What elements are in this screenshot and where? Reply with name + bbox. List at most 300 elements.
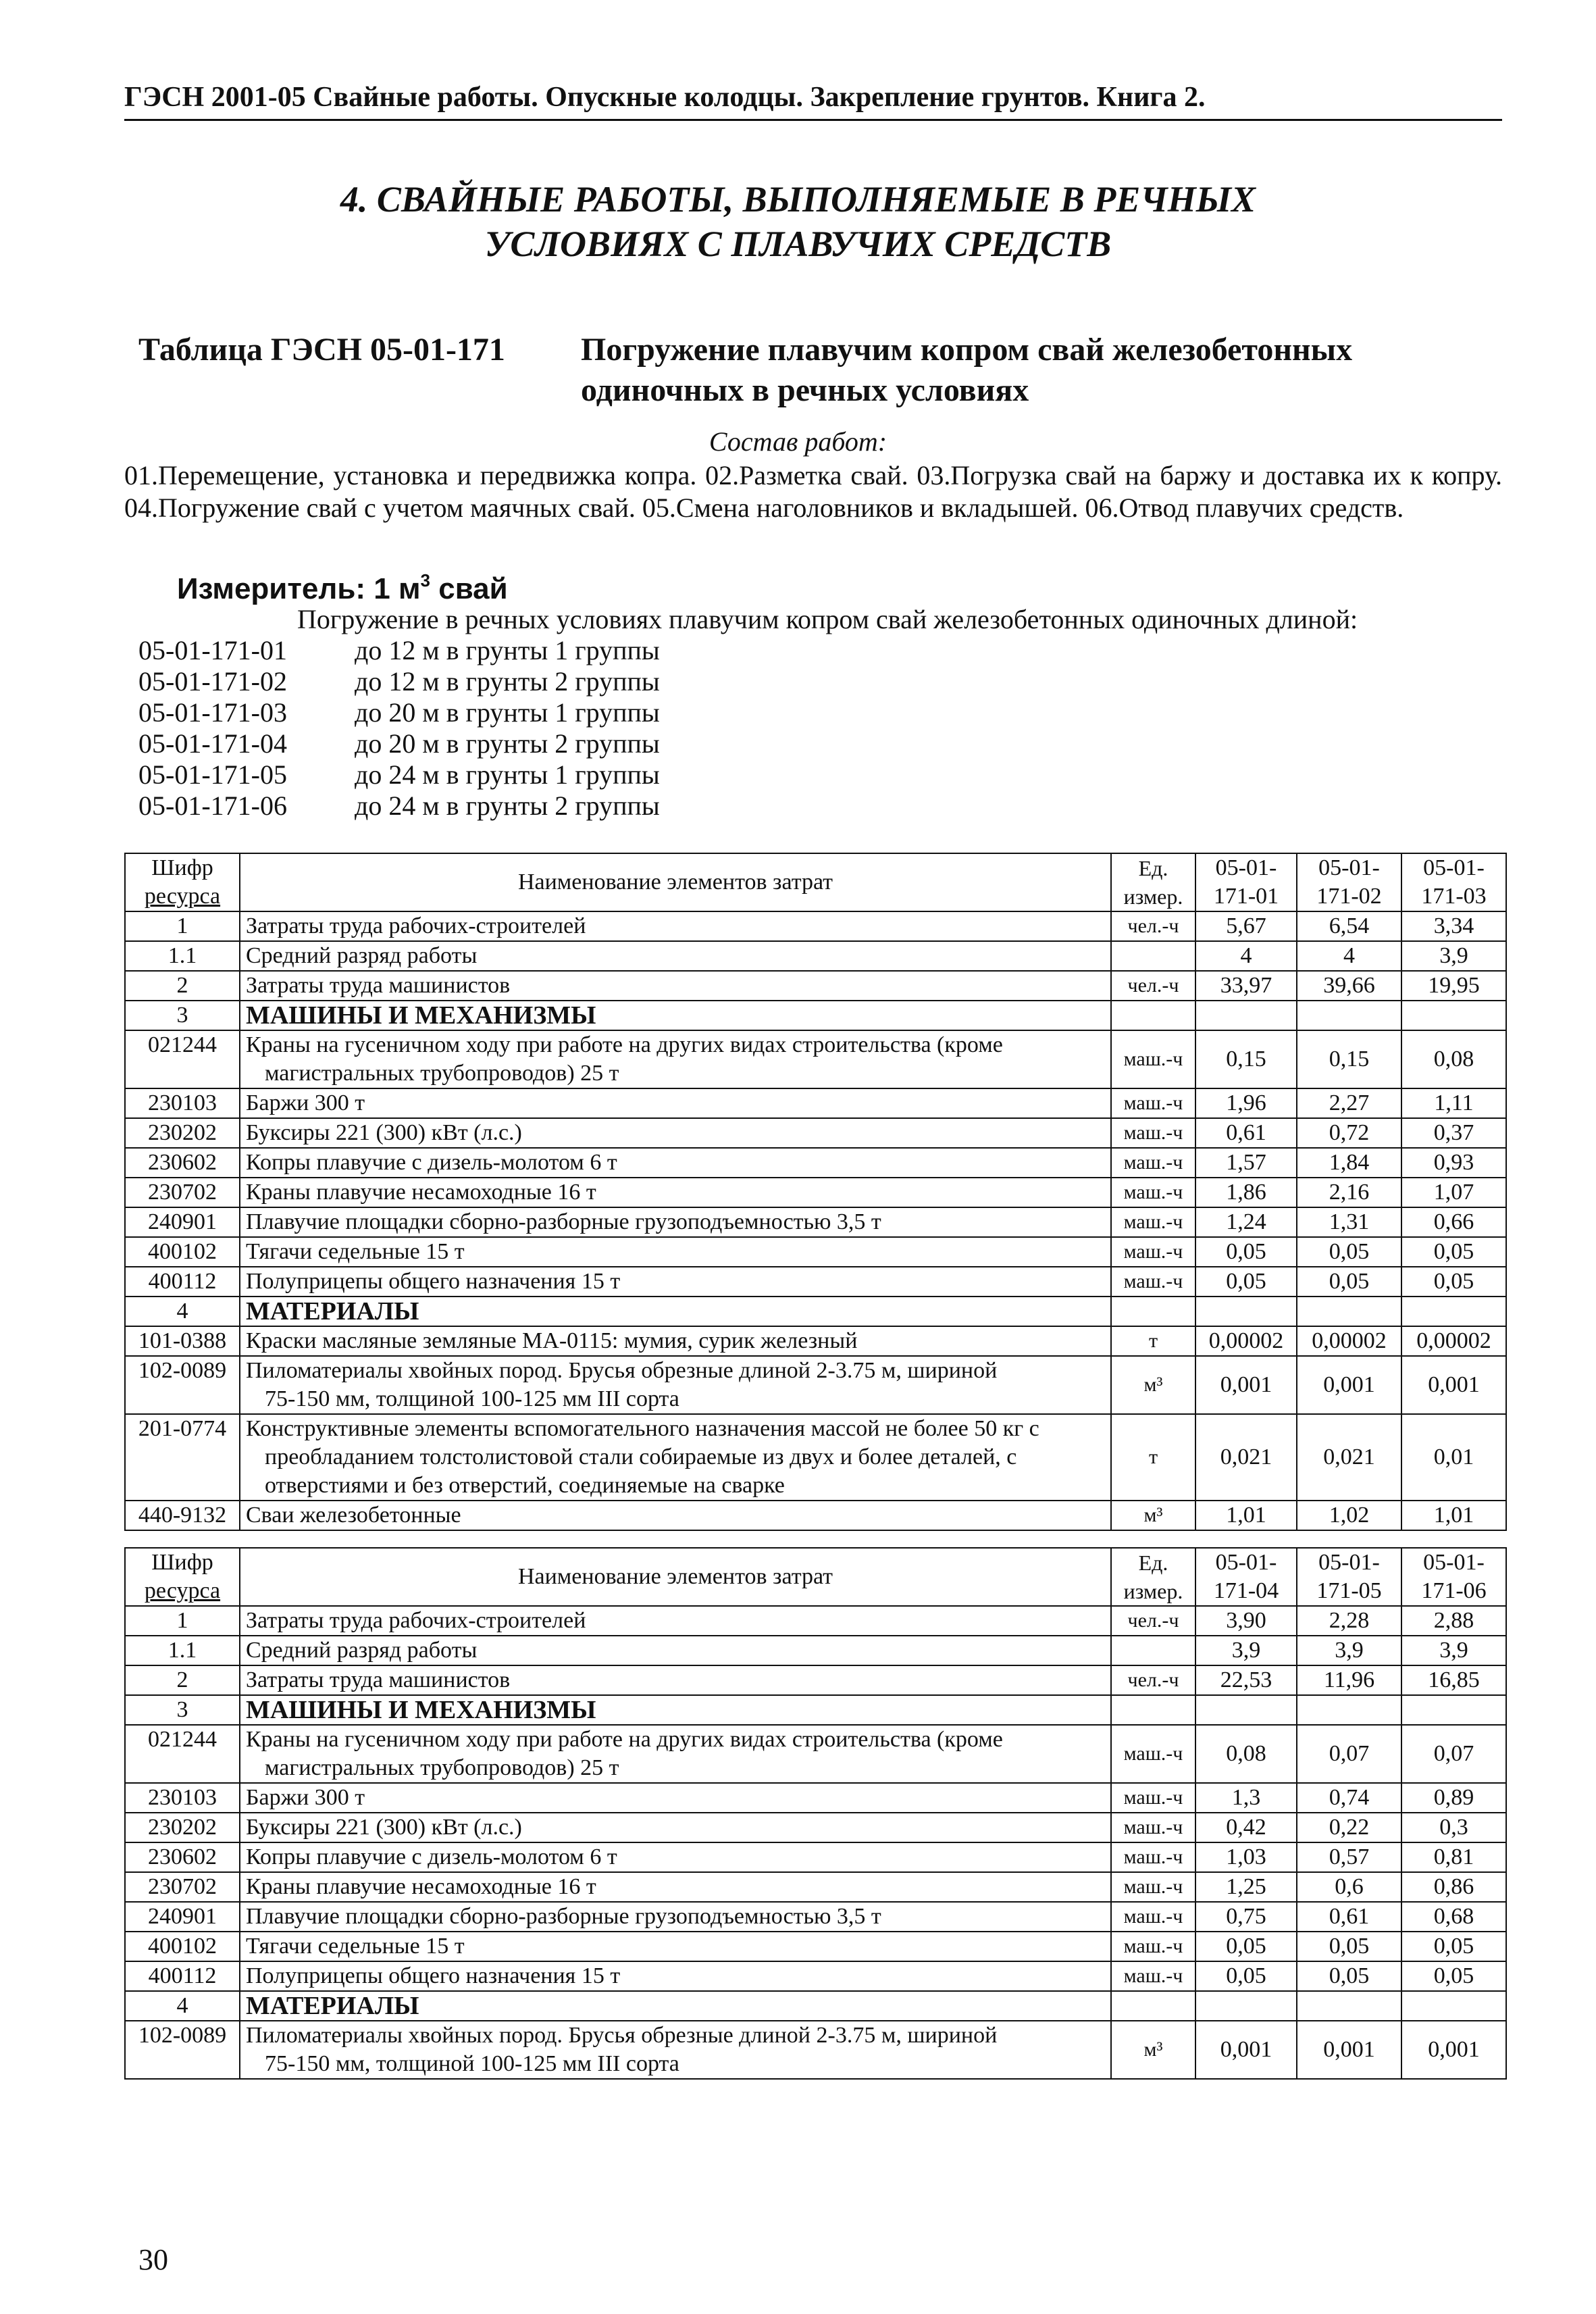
variant-description: до 12 м в грунты 1 группы bbox=[355, 635, 660, 665]
empty-cell bbox=[1111, 1297, 1195, 1326]
cost-value: 22,53 bbox=[1195, 1665, 1297, 1695]
table-row bbox=[125, 941, 1506, 971]
resource-name-line-1: Краны на гусеничном ходу при работе на других видах строительства (кроме bbox=[246, 1032, 1003, 1057]
cost-value: 0,61 bbox=[1195, 1118, 1297, 1148]
unit-of-measure: чел.-ч bbox=[1111, 1606, 1195, 1636]
cost-value: 0,05 bbox=[1401, 1237, 1506, 1267]
resource-code: 440-9132 bbox=[125, 1501, 240, 1530]
cost-value: 3,9 bbox=[1195, 1636, 1297, 1665]
resource-code: 230702 bbox=[125, 1872, 240, 1902]
cost-value: 0,05 bbox=[1401, 1961, 1506, 1991]
resource-name-line-1: Пиломатериалы хвойных пород. Брусья обрезные длиной 2-3.75 м, шириной bbox=[246, 1358, 998, 1383]
table-row bbox=[125, 1842, 1506, 1872]
cost-table-1 bbox=[124, 853, 1507, 1531]
resource-code: 2 bbox=[125, 1665, 240, 1695]
header-variant-column bbox=[1195, 1548, 1297, 1606]
cost-table-2 bbox=[124, 1547, 1507, 2080]
table-row bbox=[125, 1695, 1506, 1725]
unit-of-measure: маш.-ч bbox=[1111, 1207, 1195, 1237]
section-name: МАШИНЫ И МЕХАНИЗМЫ bbox=[240, 1001, 1111, 1030]
resource-code: 2 bbox=[125, 971, 240, 1001]
header-variant-line-1: 05-01- bbox=[1318, 855, 1380, 880]
resource-code: 102-0089 bbox=[125, 2021, 240, 2079]
resource-code: 400112 bbox=[125, 1267, 240, 1297]
table-row bbox=[125, 1636, 1506, 1665]
cost-value: 1,25 bbox=[1195, 1872, 1297, 1902]
table-row bbox=[125, 1088, 1506, 1118]
resource-name-line-2: 75-150 мм, толщиной 100-125 мм III сорта bbox=[265, 2051, 679, 2076]
resource-name bbox=[240, 1326, 1111, 1356]
table-header-row bbox=[125, 1548, 1506, 1606]
unit-of-measure: маш.-ч bbox=[1111, 1148, 1195, 1178]
table-row bbox=[125, 971, 1506, 1001]
header-variant-line-2: 171-03 bbox=[1421, 884, 1487, 909]
cost-value: 0,42 bbox=[1195, 1813, 1297, 1842]
variant-code: 05-01-171-05 bbox=[138, 759, 287, 790]
empty-cell bbox=[1195, 1001, 1297, 1030]
cost-value: 0,93 bbox=[1401, 1148, 1506, 1178]
resource-name-line-2: 75-150 мм, толщиной 100-125 мм III сорта bbox=[265, 1386, 679, 1411]
resource-name bbox=[240, 1237, 1111, 1267]
section-name: МАТЕРИАЛЫ bbox=[240, 1991, 1111, 2021]
resource-name-line-1: Пиломатериалы хвойных пород. Брусья обрезные длиной 2-3.75 м, шириной bbox=[246, 2023, 998, 2048]
variant-description: до 20 м в грунты 2 группы bbox=[355, 728, 660, 759]
cost-value: 4 bbox=[1297, 941, 1401, 971]
cost-value: 0,05 bbox=[1195, 1267, 1297, 1297]
cost-value: 0,75 bbox=[1195, 1902, 1297, 1932]
resource-name bbox=[240, 911, 1111, 941]
cost-value: 0,61 bbox=[1297, 1902, 1401, 1932]
cost-value: 0,021 bbox=[1195, 1414, 1297, 1501]
cost-value: 0,001 bbox=[1297, 1356, 1401, 1414]
resource-code: 3 bbox=[125, 1695, 240, 1725]
empty-cell bbox=[1401, 1297, 1506, 1326]
unit-of-measure: маш.-ч bbox=[1111, 1118, 1195, 1148]
header-variant-line-2: 171-02 bbox=[1316, 884, 1382, 909]
resource-name-line-2: преобладанием толстолистовой стали собираемые из двух и более деталей, с bbox=[265, 1444, 1017, 1469]
cost-value: 1,02 bbox=[1297, 1501, 1401, 1530]
resource-name-line-1: Краны на гусеничном ходу при работе на других видах строительства (кроме bbox=[246, 1727, 1003, 1752]
variants-intro: Погружение в речных условиях плавучим копром свай железобетонных одиночных длиной: bbox=[297, 604, 1358, 634]
header-code bbox=[125, 1548, 240, 1606]
header-unit-line-2: измер. bbox=[1123, 884, 1183, 909]
section-title-line-1: 4. СВАЙНЫЕ РАБОТЫ, ВЫПОЛНЯЕМЫЕ В РЕЧНЫХ bbox=[340, 179, 1256, 220]
header-unit-line-1: Ед. bbox=[1138, 856, 1168, 880]
cost-value: 0,001 bbox=[1297, 2021, 1401, 2079]
measure-value: 1 м bbox=[374, 572, 421, 605]
variant-description: до 12 м в грунты 2 группы bbox=[355, 666, 660, 697]
cost-value: 0,05 bbox=[1195, 1237, 1297, 1267]
cost-value: 1,24 bbox=[1195, 1207, 1297, 1237]
variant-description: до 20 м в грунты 1 группы bbox=[355, 697, 660, 728]
cost-value: 0,021 bbox=[1297, 1414, 1401, 1501]
table-row bbox=[125, 1783, 1506, 1813]
unit-of-measure: маш.-ч bbox=[1111, 1267, 1195, 1297]
resource-name bbox=[240, 1636, 1111, 1665]
variant-item bbox=[138, 666, 660, 697]
cost-value: 0,001 bbox=[1195, 1356, 1297, 1414]
running-header: ГЭСН 2001-05 Свайные работы. Опускные колодцы. Закрепление грунтов. Книга 2. bbox=[124, 81, 1502, 121]
header-variant-column bbox=[1195, 853, 1297, 911]
empty-cell bbox=[1401, 1001, 1506, 1030]
cost-value: 1,3 bbox=[1195, 1783, 1297, 1813]
empty-cell bbox=[1195, 1991, 1297, 2021]
header-variant-column bbox=[1401, 853, 1506, 911]
header-code bbox=[125, 853, 240, 911]
cost-value: 1,86 bbox=[1195, 1178, 1297, 1207]
table-row bbox=[125, 1961, 1506, 1991]
cost-value: 4 bbox=[1195, 941, 1297, 971]
table-row bbox=[125, 1207, 1506, 1237]
resource-name-line-1: Краски масляные земляные МА-0115: мумия, сурик железный bbox=[246, 1328, 858, 1353]
resource-name-line-1: Затраты труда машинистов bbox=[246, 1667, 511, 1692]
cost-value: 3,34 bbox=[1401, 911, 1506, 941]
variant-item bbox=[138, 635, 660, 666]
variant-description: до 24 м в грунты 2 группы bbox=[355, 790, 660, 821]
resource-name-line-1: Буксиры 221 (300) кВт (л.с.) bbox=[246, 1815, 522, 1840]
cost-value: 0,72 bbox=[1297, 1118, 1401, 1148]
resource-name-line-1: Копры плавучие с дизель-молотом 6 т bbox=[246, 1150, 617, 1175]
resource-code: 230602 bbox=[125, 1842, 240, 1872]
resource-code: 021244 bbox=[125, 1030, 240, 1088]
cost-value: 0,74 bbox=[1297, 1783, 1401, 1813]
unit-of-measure: маш.-ч bbox=[1111, 1813, 1195, 1842]
unit-of-measure: м³ bbox=[1111, 1501, 1195, 1530]
empty-cell bbox=[1111, 1991, 1195, 2021]
resource-name bbox=[240, 1665, 1111, 1695]
resource-name-line-1: Краны плавучие несамоходные 16 т bbox=[246, 1874, 596, 1899]
resource-name-line-1: Плавучие площадки сборно-разборные грузоподъемностью 3,5 т bbox=[246, 1904, 881, 1929]
unit-of-measure bbox=[1111, 941, 1195, 971]
section-name: МАШИНЫ И МЕХАНИЗМЫ bbox=[240, 1695, 1111, 1725]
resource-name-line-1: Сваи железобетонные bbox=[246, 1503, 461, 1528]
cost-value: 0,57 bbox=[1297, 1842, 1401, 1872]
resource-code: 021244 bbox=[125, 1725, 240, 1783]
cost-value: 6,54 bbox=[1297, 911, 1401, 941]
cost-value: 0,00002 bbox=[1195, 1326, 1297, 1356]
unit-of-measure: маш.-ч bbox=[1111, 1872, 1195, 1902]
resource-name bbox=[240, 1606, 1111, 1636]
resource-name-line-3: отверстиями и без отверстий, соединяемые на сварке bbox=[265, 1473, 785, 1498]
cost-value: 0,08 bbox=[1401, 1030, 1506, 1088]
header-variant-line-1: 05-01- bbox=[1423, 855, 1485, 880]
unit-of-measure: м³ bbox=[1111, 2021, 1195, 2079]
resource-name-line-1: Средний разряд работы bbox=[246, 1638, 478, 1663]
cost-value: 0,05 bbox=[1297, 1932, 1401, 1961]
empty-cell bbox=[1297, 1001, 1401, 1030]
cost-value: 0,00002 bbox=[1297, 1326, 1401, 1356]
variant-item bbox=[138, 728, 660, 759]
page-number: 30 bbox=[138, 2243, 168, 2276]
resource-code: 230103 bbox=[125, 1783, 240, 1813]
table-row bbox=[125, 1118, 1506, 1148]
unit-of-measure: маш.-ч bbox=[1111, 1178, 1195, 1207]
unit-of-measure bbox=[1111, 1636, 1195, 1665]
unit-of-measure: маш.-ч bbox=[1111, 1783, 1195, 1813]
cost-value: 2,16 bbox=[1297, 1178, 1401, 1207]
section-title bbox=[0, 177, 1596, 266]
cost-value: 0,07 bbox=[1297, 1725, 1401, 1783]
cost-value: 0,01 bbox=[1401, 1414, 1506, 1501]
empty-cell bbox=[1401, 1695, 1506, 1725]
resource-code: 230602 bbox=[125, 1148, 240, 1178]
empty-cell bbox=[1111, 1001, 1195, 1030]
unit-of-measure: чел.-ч bbox=[1111, 911, 1195, 941]
cost-value: 0,05 bbox=[1195, 1961, 1297, 1991]
cost-value: 0,6 bbox=[1297, 1872, 1401, 1902]
resource-name bbox=[240, 941, 1111, 971]
resource-code: 230702 bbox=[125, 1178, 240, 1207]
cost-value: 3,9 bbox=[1401, 1636, 1506, 1665]
resource-name-line-1: Средний разряд работы bbox=[246, 943, 478, 968]
cost-value: 0,66 bbox=[1401, 1207, 1506, 1237]
resource-name bbox=[240, 2021, 1111, 2079]
resource-name-line-1: Баржи 300 т bbox=[246, 1090, 365, 1115]
cost-value: 3,9 bbox=[1401, 941, 1506, 971]
cost-value: 16,85 bbox=[1401, 1665, 1506, 1695]
cost-value: 0,68 bbox=[1401, 1902, 1506, 1932]
unit-of-measure: чел.-ч bbox=[1111, 1665, 1195, 1695]
empty-cell bbox=[1195, 1695, 1297, 1725]
cost-value: 2,88 bbox=[1401, 1606, 1506, 1636]
resource-name-line-1: Полуприцепы общего назначения 15 т bbox=[246, 1269, 621, 1294]
resource-code: 1.1 bbox=[125, 1636, 240, 1665]
resource-code: 101-0388 bbox=[125, 1326, 240, 1356]
resource-name bbox=[240, 1356, 1111, 1414]
empty-cell bbox=[1297, 1991, 1401, 2021]
cost-value: 1,03 bbox=[1195, 1842, 1297, 1872]
measure-superscript: 3 bbox=[420, 570, 430, 590]
header-code-line-2: ресурса bbox=[144, 884, 221, 909]
measure-unit: свай bbox=[438, 572, 508, 605]
variant-code: 05-01-171-04 bbox=[138, 728, 287, 759]
resource-name bbox=[240, 1872, 1111, 1902]
cost-value: 0,05 bbox=[1297, 1267, 1401, 1297]
resource-code: 102-0089 bbox=[125, 1356, 240, 1414]
cost-value: 33,97 bbox=[1195, 971, 1297, 1001]
unit-of-measure: маш.-ч bbox=[1111, 1088, 1195, 1118]
table-row bbox=[125, 1030, 1506, 1088]
cost-value: 0,05 bbox=[1401, 1932, 1506, 1961]
unit-of-measure: маш.-ч bbox=[1111, 1030, 1195, 1088]
resource-name bbox=[240, 1501, 1111, 1530]
variant-item bbox=[138, 790, 660, 822]
resource-code: 4 bbox=[125, 1991, 240, 2021]
header-variant-line-1: 05-01- bbox=[1215, 855, 1277, 880]
unit-of-measure: т bbox=[1111, 1326, 1195, 1356]
resource-code: 230103 bbox=[125, 1088, 240, 1118]
variant-code: 05-01-171-01 bbox=[138, 635, 287, 665]
resource-name bbox=[240, 971, 1111, 1001]
resource-name bbox=[240, 1813, 1111, 1842]
section-name: МАТЕРИАЛЫ bbox=[240, 1297, 1111, 1326]
resource-name bbox=[240, 1414, 1111, 1501]
cost-value: 0,001 bbox=[1401, 1356, 1506, 1414]
resource-code: 4 bbox=[125, 1297, 240, 1326]
unit-of-measure: маш.-ч bbox=[1111, 1902, 1195, 1932]
cost-value: 0,89 bbox=[1401, 1783, 1506, 1813]
resource-name bbox=[240, 1842, 1111, 1872]
table-row bbox=[125, 1606, 1506, 1636]
resource-name-line-1: Полуприцепы общего назначения 15 т bbox=[246, 1963, 621, 1988]
unit-of-measure: маш.-ч bbox=[1111, 1842, 1195, 1872]
variant-description: до 24 м в грунты 1 группы bbox=[355, 759, 660, 790]
resource-name bbox=[240, 1178, 1111, 1207]
table-row bbox=[125, 1001, 1506, 1030]
resource-name-line-1: Затраты труда рабочих-строителей bbox=[246, 913, 586, 938]
resource-name bbox=[240, 1030, 1111, 1088]
table-row bbox=[125, 1237, 1506, 1267]
cost-value: 1,11 bbox=[1401, 1088, 1506, 1118]
empty-cell bbox=[1401, 1991, 1506, 2021]
cost-value: 0,37 bbox=[1401, 1118, 1506, 1148]
resource-name-line-1: Буксиры 221 (300) кВт (л.с.) bbox=[246, 1120, 522, 1145]
resource-name bbox=[240, 1932, 1111, 1961]
unit-of-measure: т bbox=[1111, 1414, 1195, 1501]
cost-value: 0,001 bbox=[1401, 2021, 1506, 2079]
cost-value: 0,00002 bbox=[1401, 1326, 1506, 1356]
cost-value: 39,66 bbox=[1297, 971, 1401, 1001]
resource-name bbox=[240, 1207, 1111, 1237]
resource-name bbox=[240, 1118, 1111, 1148]
table-row bbox=[125, 1725, 1506, 1783]
header-code-line-1: Шифр bbox=[151, 1550, 213, 1575]
cost-value: 1,01 bbox=[1195, 1501, 1297, 1530]
resource-name-line-1: Баржи 300 т bbox=[246, 1785, 365, 1810]
table-row bbox=[125, 1902, 1506, 1932]
cost-value: 0,3 bbox=[1401, 1813, 1506, 1842]
header-variant-line-1: 05-01- bbox=[1318, 1550, 1380, 1575]
table-row bbox=[125, 1297, 1506, 1326]
header-variant-line-2: 171-01 bbox=[1213, 884, 1279, 909]
variant-item bbox=[138, 759, 660, 790]
cost-value: 1,57 bbox=[1195, 1148, 1297, 1178]
variant-list bbox=[138, 635, 660, 822]
cost-value: 0,07 bbox=[1401, 1725, 1506, 1783]
resource-code: 1 bbox=[125, 1606, 240, 1636]
cost-value: 0,08 bbox=[1195, 1725, 1297, 1783]
cost-value: 1,31 bbox=[1297, 1207, 1401, 1237]
cost-value: 3,9 bbox=[1297, 1636, 1401, 1665]
cost-value: 0,05 bbox=[1297, 1961, 1401, 1991]
resource-code: 201-0774 bbox=[125, 1414, 240, 1501]
resource-name bbox=[240, 1148, 1111, 1178]
header-code-line-2: ресурса bbox=[144, 1578, 221, 1603]
table-row bbox=[125, 1414, 1506, 1501]
header-variant-column bbox=[1401, 1548, 1506, 1606]
table-row bbox=[125, 1932, 1506, 1961]
composition-title: Состав работ: bbox=[709, 426, 887, 457]
table-row bbox=[125, 911, 1506, 941]
resource-name bbox=[240, 1088, 1111, 1118]
resource-code: 1 bbox=[125, 911, 240, 941]
measure-line bbox=[177, 562, 508, 607]
header-unit bbox=[1111, 853, 1195, 911]
empty-cell bbox=[1297, 1297, 1401, 1326]
empty-cell bbox=[1111, 1695, 1195, 1725]
table-header-row bbox=[125, 853, 1506, 911]
table-number: Таблица ГЭСН 05-01-171 bbox=[138, 332, 505, 368]
cost-value: 19,95 bbox=[1401, 971, 1506, 1001]
cost-value: 0,81 bbox=[1401, 1842, 1506, 1872]
resource-name bbox=[240, 1725, 1111, 1783]
table-row bbox=[125, 1813, 1506, 1842]
table-row bbox=[125, 1326, 1506, 1356]
table-row bbox=[125, 1178, 1506, 1207]
section-title-line-2: УСЛОВИЯХ С ПЛАВУЧИХ СРЕДСТВ bbox=[484, 224, 1112, 264]
header-unit-line-2: измер. bbox=[1123, 1579, 1183, 1603]
resource-name-line-1: Краны плавучие несамоходные 16 т bbox=[246, 1180, 596, 1205]
cost-value: 1,96 bbox=[1195, 1088, 1297, 1118]
variant-code: 05-01-171-06 bbox=[138, 790, 287, 821]
table-row bbox=[125, 1665, 1506, 1695]
cost-value: 1,07 bbox=[1401, 1178, 1506, 1207]
resource-name-line-2: магистральных трубопроводов) 25 т bbox=[265, 1061, 619, 1086]
header-variant-column bbox=[1297, 1548, 1401, 1606]
cost-value: 1,01 bbox=[1401, 1501, 1506, 1530]
unit-of-measure: маш.-ч bbox=[1111, 1961, 1195, 1991]
header-unit-line-1: Ед. bbox=[1138, 1551, 1168, 1575]
table-title: Погружение плавучим копром свай железобетонных одиночных в речных условиях bbox=[581, 332, 1353, 408]
header-variant-line-1: 05-01- bbox=[1215, 1550, 1277, 1575]
cost-value: 0,86 bbox=[1401, 1872, 1506, 1902]
cost-value: 0,001 bbox=[1195, 2021, 1297, 2079]
unit-of-measure: маш.-ч bbox=[1111, 1237, 1195, 1267]
cost-value: 0,22 bbox=[1297, 1813, 1401, 1842]
unit-of-measure: чел.-ч bbox=[1111, 971, 1195, 1001]
empty-cell bbox=[1297, 1695, 1401, 1725]
resource-code: 1.1 bbox=[125, 941, 240, 971]
resource-name-line-1: Тягачи седельные 15 т bbox=[246, 1239, 465, 1264]
unit-of-measure: м³ bbox=[1111, 1356, 1195, 1414]
unit-of-measure: маш.-ч bbox=[1111, 1725, 1195, 1783]
table-row bbox=[125, 2021, 1506, 2079]
resource-name-line-1: Конструктивные элементы вспомогательного назначения массой не более 50 кг с bbox=[246, 1416, 1039, 1441]
cost-value: 0,05 bbox=[1195, 1932, 1297, 1961]
resource-name-line-1: Затраты труда машинистов bbox=[246, 973, 511, 998]
table-row bbox=[125, 1356, 1506, 1414]
resource-name bbox=[240, 1902, 1111, 1932]
cost-value: 11,96 bbox=[1297, 1665, 1401, 1695]
variant-item bbox=[138, 697, 660, 728]
measure-label: Измеритель: bbox=[177, 572, 366, 605]
cost-value: 0,05 bbox=[1401, 1267, 1506, 1297]
resource-name-line-1: Тягачи седельные 15 т bbox=[246, 1934, 465, 1959]
table-row bbox=[125, 1148, 1506, 1178]
cost-value: 5,67 bbox=[1195, 911, 1297, 941]
header-variant-line-2: 171-05 bbox=[1316, 1578, 1382, 1603]
cost-value: 0,05 bbox=[1297, 1237, 1401, 1267]
resource-name-line-1: Затраты труда рабочих-строителей bbox=[246, 1608, 586, 1633]
header-variant-column bbox=[1297, 853, 1401, 911]
resource-code: 230202 bbox=[125, 1813, 240, 1842]
composition-text: 01.Перемещение, установка и передвижка копра. 02.Разметка свай. 03.Погрузка свай на баржу и доставка их к копру. 04.Погружение свай с учетом маячных свай. 05.Смена наголовников и вкладышей. 06.Отвод плавучих средств. bbox=[124, 460, 1502, 523]
unit-of-measure: маш.-ч bbox=[1111, 1932, 1195, 1961]
cost-value: 2,28 bbox=[1297, 1606, 1401, 1636]
resource-name-line-2: магистральных трубопроводов) 25 т bbox=[265, 1755, 619, 1780]
cost-value: 0,15 bbox=[1195, 1030, 1297, 1088]
variant-code: 05-01-171-02 bbox=[138, 666, 287, 697]
cost-value: 3,90 bbox=[1195, 1606, 1297, 1636]
table-row bbox=[125, 1991, 1506, 2021]
resource-name bbox=[240, 1783, 1111, 1813]
cost-value: 2,27 bbox=[1297, 1088, 1401, 1118]
header-name: Наименование элементов затрат bbox=[240, 853, 1111, 911]
resource-code: 240901 bbox=[125, 1207, 240, 1237]
resource-name bbox=[240, 1961, 1111, 1991]
header-code-line-1: Шифр bbox=[151, 855, 213, 880]
resource-name-line-1: Плавучие площадки сборно-разборные грузоподъемностью 3,5 т bbox=[246, 1209, 881, 1234]
